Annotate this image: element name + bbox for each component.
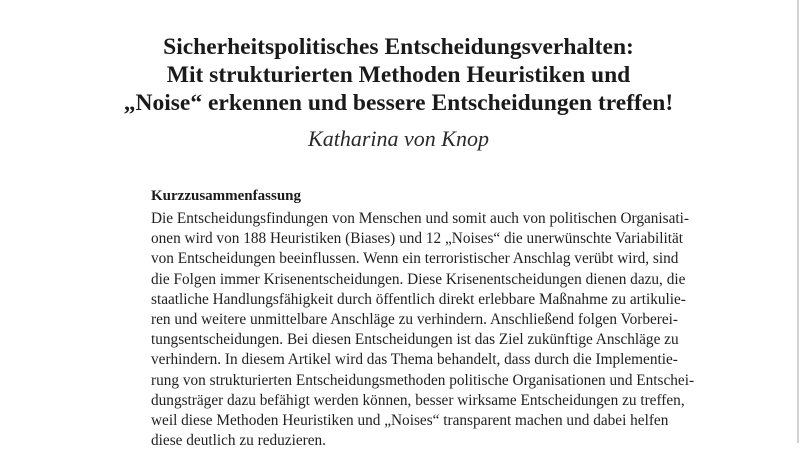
abstract-line: onen wird von 188 Heuristiken (Biases) und 12 „Noises“ die unerwünschte Variabilität <box>151 230 684 248</box>
abstract-line: ren und weitere unmittelbare Anschläge zu verhindern. Anschließend folgen Vorberei- <box>151 310 679 328</box>
abstract-line: von Entscheidungen beeinflussen. Wenn ein terroristischer Anschlag verübt wird, sind <box>151 250 679 268</box>
title-line: „Noise“ erkennen und bessere Entscheidungen treffen! <box>123 90 674 116</box>
abstract-line: weil diese Methoden Heuristiken und „Noises“ transparent machen und dabei helfen <box>151 411 669 429</box>
title-line: Mit strukturierten Methoden Heuristiken und <box>166 62 631 88</box>
abstract-line: diese deutlich zu reduzieren. <box>151 432 326 450</box>
abstract-line: Die Entscheidungsfindungen von Menschen und somit auch von politischen Organisati- <box>151 210 689 227</box>
abstract-line: verhindern. In diesem Artikel wird das Thema behandelt, dass durch die Implementie- <box>151 351 678 369</box>
paper-title <box>0 33 797 117</box>
abstract-heading: Kurzzusammenfassung <box>151 188 302 204</box>
abstract-line: staatliche Handlungsfähigkeit durch öffentlich direkt erlebbare Maßnahme zu artikulie- <box>151 290 686 308</box>
abstract-line: tungsentscheidungen. Bei diesen Entscheidungen ist das Ziel zukünftige Anschläge zu <box>151 331 679 349</box>
abstract-line: die Folgen immer Krisenentscheidungen. Diese Krisenentscheidungen dienen dazu, die <box>151 270 686 288</box>
abstract-line: rung von strukturierten Entscheidungsmethoden politische Organisationen und Entschei- <box>151 371 695 389</box>
page-edge-divider <box>797 0 799 443</box>
abstract-body <box>151 209 695 451</box>
abstract-line: dungsträger dazu befähigt werden können, besser wirksame Entscheidungen zu treffen, <box>151 391 685 409</box>
author-name: Katharina von Knop <box>308 126 489 151</box>
title-line: Sicherheitspolitisches Entscheidungsverhalten: <box>163 34 634 60</box>
